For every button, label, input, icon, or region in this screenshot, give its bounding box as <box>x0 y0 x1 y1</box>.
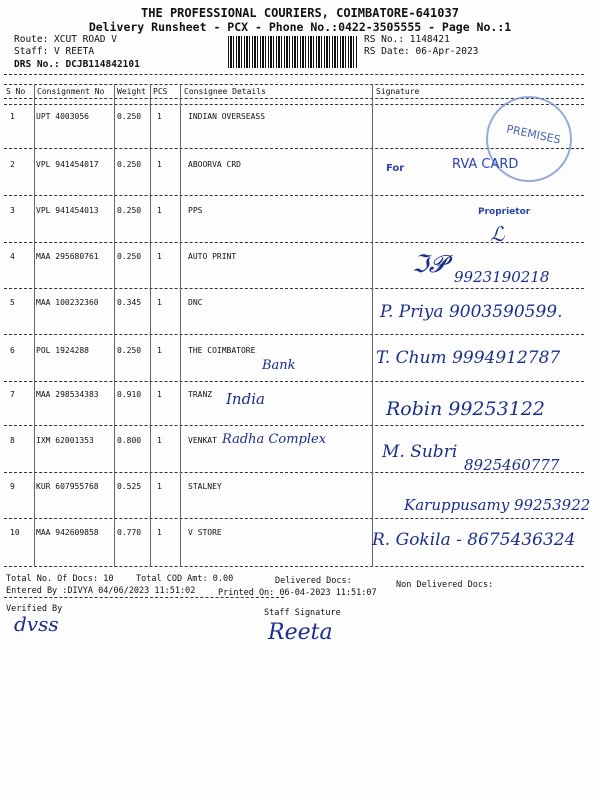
row-divider <box>4 334 584 335</box>
col-header-sno: S No <box>6 87 26 96</box>
cell-pcs: 1 <box>157 528 162 537</box>
header-rule-top <box>4 74 584 75</box>
row3-signature: ℒ <box>490 222 505 246</box>
cell-pcs: 1 <box>157 252 162 261</box>
row9-signature: Karuppusamy 99253922 <box>404 496 591 514</box>
cell-weight: 0.345 <box>117 298 142 307</box>
cell-consignment: IXM 62001353 <box>36 436 94 445</box>
cell-sno: 9 <box>10 482 15 491</box>
row6-signature: T. Chum 9994912787 <box>376 348 561 368</box>
cell-weight: 0.250 <box>117 346 142 355</box>
cell-sno: 5 <box>10 298 15 307</box>
column-header-rule <box>4 98 584 99</box>
rs-number: RS No.: 1148421 <box>364 34 450 45</box>
printed-on: Printed On: 06-04-2023 11:51:07 <box>218 588 377 598</box>
row-divider <box>4 381 584 382</box>
row-divider <box>4 425 584 426</box>
column-line <box>372 84 373 567</box>
cell-pcs: 1 <box>157 346 162 355</box>
delivered-docs: Delivered Docs: <box>275 576 352 586</box>
cell-sno: 2 <box>10 160 15 169</box>
cell-consignment: MAA 100232360 <box>36 298 99 307</box>
column-line <box>150 84 151 567</box>
cell-consignment: UPT 4003056 <box>36 112 89 121</box>
row7-note: India <box>226 390 265 408</box>
total-cod: Total COD Amt: 0.00 <box>136 574 234 584</box>
col-header-weight: Weight <box>117 87 146 96</box>
cell-weight: 0.250 <box>117 160 142 169</box>
column-header-rule-2 <box>4 104 584 105</box>
cell-consignee: ABOORVA CRD <box>188 160 241 169</box>
cell-pcs: 1 <box>157 390 162 399</box>
cell-consignee: STALNEY <box>188 482 222 491</box>
cell-consignment: MAA 295680761 <box>36 252 99 261</box>
column-line <box>34 84 35 567</box>
row8-note: Radha Complex <box>222 432 327 447</box>
footer-rule <box>4 597 284 598</box>
entered-by: Entered By :DIVYA 04/06/2023 11:51:02 <box>6 586 196 596</box>
cell-sno: 3 <box>10 206 15 215</box>
runsheet-subtitle: Delivery Runsheet - PCX - Phone No.:0422-3505555 - Page No.:1 <box>88 20 512 34</box>
cell-pcs: 1 <box>157 436 162 445</box>
cell-consignee: AUTO PRINT <box>188 252 237 261</box>
cell-consignee: VENKAT <box>188 436 217 445</box>
route-label: Route: XCUT ROAD V <box>14 34 117 45</box>
row4-signature: ℑ𝓟 <box>412 250 447 278</box>
col-header-consignment: Consignment No <box>37 87 105 96</box>
cell-consignee: DNC <box>188 298 203 307</box>
non-delivered-docs: Non Delivered Docs: <box>396 580 494 590</box>
cell-pcs: 1 <box>157 112 162 121</box>
cell-sno: 7 <box>10 390 15 399</box>
cell-sno: 4 <box>10 252 15 261</box>
staff-label: Staff: V REETA <box>14 46 95 57</box>
cell-weight: 0.770 <box>117 528 142 537</box>
row4-phone: 9923190218 <box>454 268 550 286</box>
col-header-consignee: Consignee Details <box>184 87 266 96</box>
col-header-signature: Signature <box>376 87 420 96</box>
cell-consignee: TRANZ <box>188 390 213 399</box>
cell-consignee: PPS <box>188 206 203 215</box>
row-divider <box>4 518 584 519</box>
row-divider <box>4 195 584 196</box>
cell-consignment: KUR 607955768 <box>36 482 99 491</box>
barcode <box>228 36 358 68</box>
row10-signature: R. Gokila - 8675436324 <box>372 530 576 550</box>
cell-weight: 0.250 <box>117 206 142 215</box>
cell-consignee: INDIAN OVERSEASS <box>188 112 266 121</box>
cell-pcs: 1 <box>157 482 162 491</box>
rs-date: RS Date: 06-Apr-2023 <box>364 46 479 57</box>
cell-consignment: POL 1924288 <box>36 346 89 355</box>
cell-pcs: 1 <box>157 160 162 169</box>
cell-weight: 0.800 <box>117 436 142 445</box>
cell-weight: 0.250 <box>117 252 142 261</box>
column-line <box>180 84 181 567</box>
row2-for-label: For <box>386 163 405 174</box>
cell-sno: 10 <box>10 528 20 537</box>
verified-by-label: Verified By <box>6 604 63 614</box>
company-title: THE PROFESSIONAL COURIERS, COIMBATORE-641037 <box>141 6 459 20</box>
total-docs: Total No. Of Docs: 10 <box>6 574 114 584</box>
table-bottom-rule <box>4 566 584 567</box>
header-rule <box>4 84 584 85</box>
cell-pcs: 1 <box>157 298 162 307</box>
cell-weight: 0.910 <box>117 390 142 399</box>
verified-signature: dvss <box>14 612 59 636</box>
cell-consignment: MAA 298534383 <box>36 390 99 399</box>
cell-weight: 0.525 <box>117 482 142 491</box>
row6-note: Bank <box>262 358 296 373</box>
cell-sno: 1 <box>10 112 15 121</box>
cell-weight: 0.250 <box>117 112 142 121</box>
row2-card-sign: RVA CARD <box>452 157 519 172</box>
staff-signature: Reeta <box>268 620 333 645</box>
row3-proprietor: Proprietor <box>478 207 531 217</box>
row8-signature: M. Subri <box>382 442 458 462</box>
drs-number: DRS No.: DCJB114842101 <box>14 59 140 70</box>
cell-sno: 8 <box>10 436 15 445</box>
cell-consignment: VPL 941454013 <box>36 206 99 215</box>
cell-pcs: 1 <box>157 206 162 215</box>
cell-consignee: THE COIMBATORE <box>188 346 256 355</box>
cell-consignee: V STORE <box>188 528 222 537</box>
cell-consignment: MAA 942609858 <box>36 528 99 537</box>
col-header-pcs: PCS <box>153 87 168 96</box>
cell-sno: 6 <box>10 346 15 355</box>
row8-phone: 8925460777 <box>464 456 560 474</box>
staff-signature-label: Staff Signature <box>264 608 341 618</box>
row7-signature: Robin 99253122 <box>386 398 545 420</box>
row5-signature: P. Priya 9003590599. <box>380 302 563 322</box>
cell-consignment: VPL 941454017 <box>36 160 99 169</box>
row-divider <box>4 288 584 289</box>
column-line <box>114 84 115 567</box>
stamp-text: PREMISES <box>505 122 562 147</box>
